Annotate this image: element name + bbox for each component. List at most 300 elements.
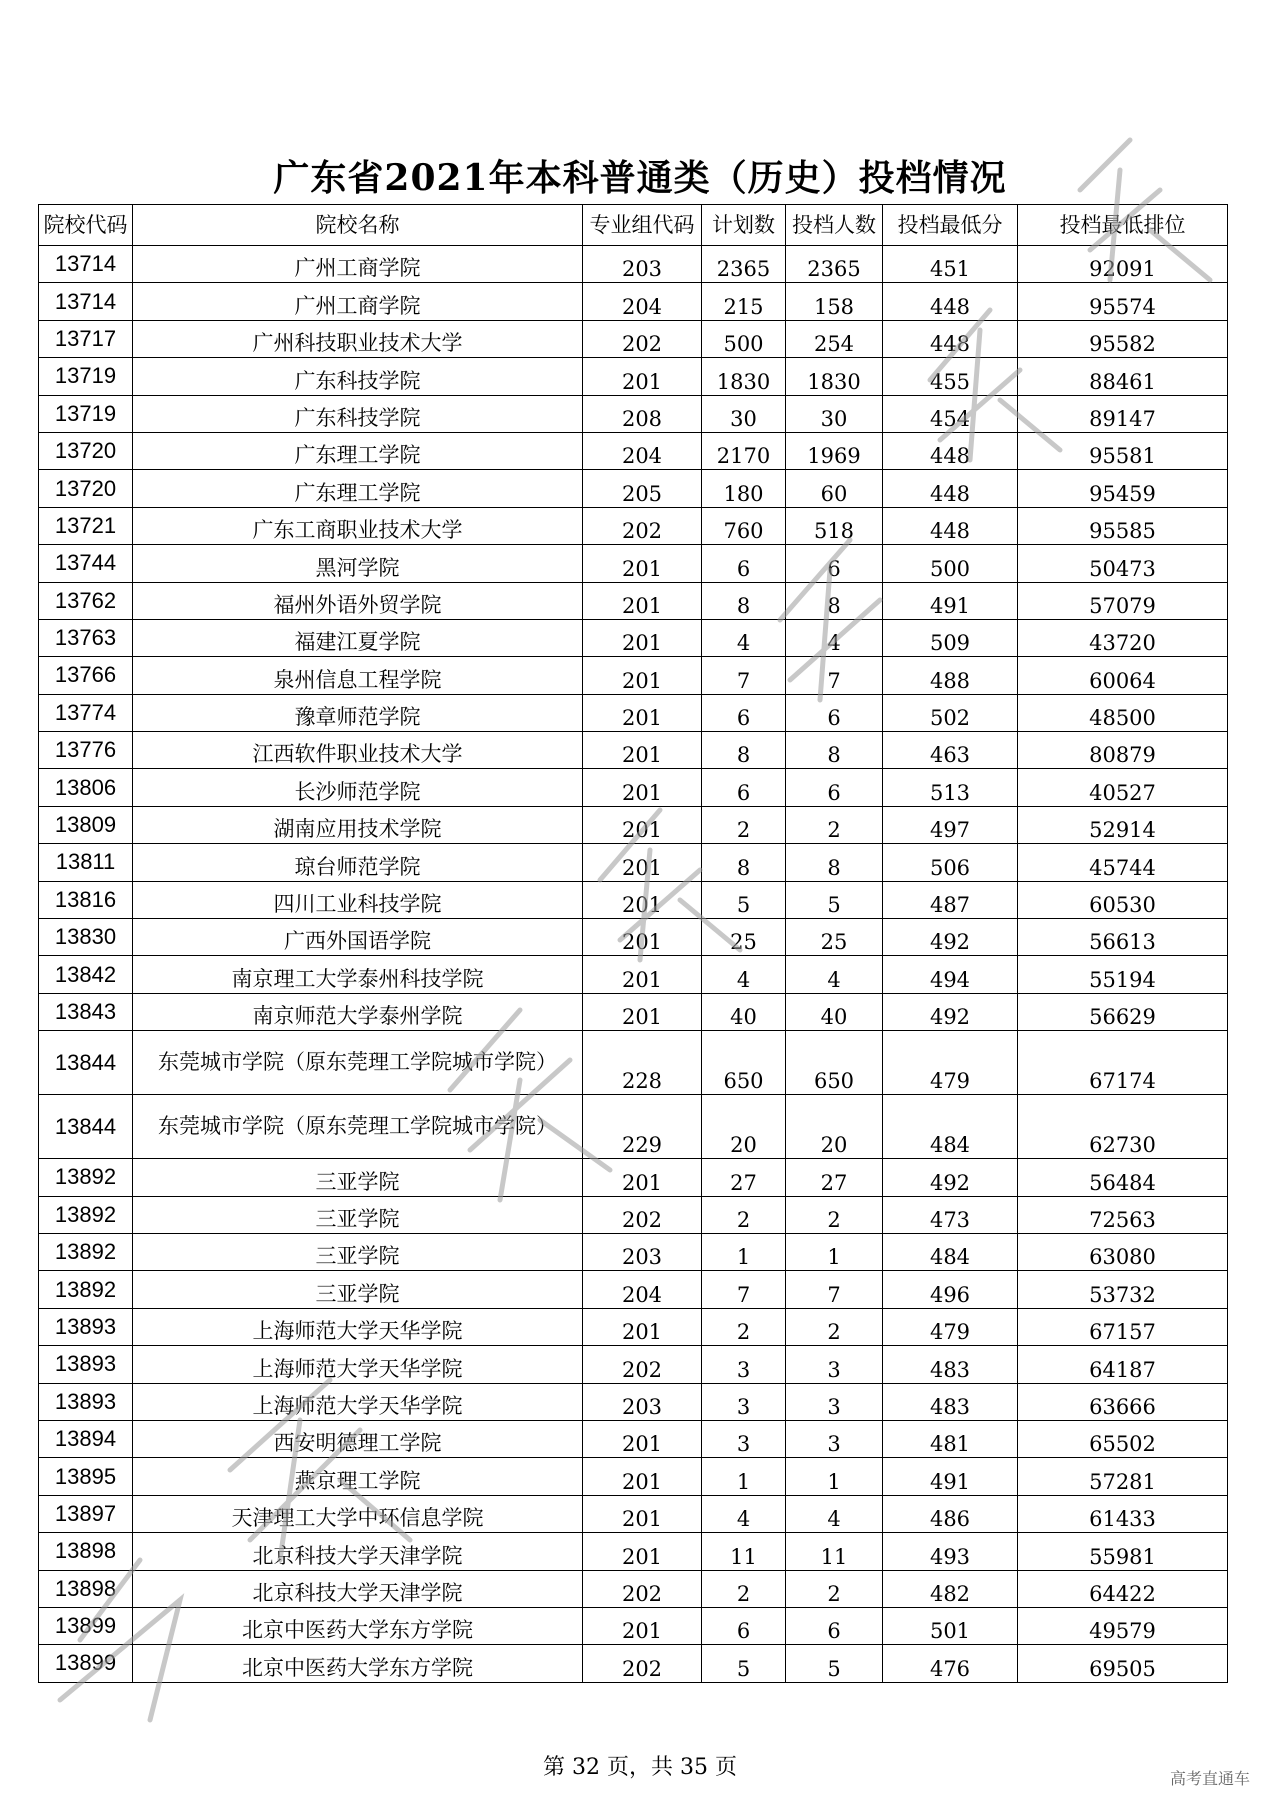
page-footer: 第 32 页，共 35 页 [543, 1755, 737, 1780]
cell-school-code: 13721 [39, 507, 133, 544]
cell-group-code: 201 [583, 806, 702, 843]
cell-min-rank: 88461 [1018, 358, 1228, 395]
table-row [39, 1308, 1228, 1345]
cell-school-name: 三亚学院 [133, 1159, 583, 1196]
table-row [39, 806, 1228, 843]
cell-admitted-count: 3 [786, 1383, 883, 1420]
cell-school-name: 广州工商学院 [133, 246, 583, 283]
cell-admitted-count: 6 [786, 1607, 883, 1644]
cell-group-code: 204 [583, 432, 702, 469]
cell-min-rank: 92091 [1018, 246, 1228, 283]
cell-school-code: 13720 [39, 432, 133, 469]
cell-min-score: 479 [883, 1308, 1018, 1345]
cell-plan-count: 6 [702, 694, 786, 731]
cell-plan-count: 1 [702, 1233, 786, 1270]
header-min-score: 投档最低分 [883, 205, 1018, 246]
cell-min-rank: 95582 [1018, 320, 1228, 357]
table-row [39, 358, 1228, 395]
cell-school-code: 13809 [39, 806, 133, 843]
cell-min-score: 492 [883, 993, 1018, 1030]
cell-school-name: 广东科技学院 [133, 358, 583, 395]
table-row [39, 1533, 1228, 1570]
cell-school-code: 13898 [39, 1533, 133, 1570]
cell-school-code: 13892 [39, 1233, 133, 1270]
cell-plan-count: 7 [702, 1271, 786, 1308]
cell-school-code: 13892 [39, 1196, 133, 1233]
cell-min-rank: 95459 [1018, 470, 1228, 507]
cell-plan-count: 4 [702, 1495, 786, 1532]
cell-admitted-count: 8 [786, 732, 883, 769]
cell-plan-count: 6 [702, 545, 786, 582]
cell-min-score: 509 [883, 619, 1018, 656]
cell-school-code: 13842 [39, 956, 133, 993]
header-school-name: 院校名称 [133, 205, 583, 246]
cell-school-code: 13893 [39, 1308, 133, 1345]
cell-plan-count: 2365 [702, 246, 786, 283]
table-row [39, 732, 1228, 769]
cell-group-code: 228 [583, 1031, 702, 1095]
table-row [39, 956, 1228, 993]
cell-admitted-count: 4 [786, 1495, 883, 1532]
cell-min-score: 463 [883, 732, 1018, 769]
table-row [39, 582, 1228, 619]
cell-school-code: 13720 [39, 470, 133, 507]
cell-admitted-count: 518 [786, 507, 883, 544]
cell-group-code: 201 [583, 619, 702, 656]
cell-min-rank: 63666 [1018, 1383, 1228, 1420]
cell-group-code: 204 [583, 283, 702, 320]
cell-min-rank: 43720 [1018, 619, 1228, 656]
cell-school-name: 黑河学院 [133, 545, 583, 582]
cell-school-name: 南京理工大学泰州科技学院 [133, 956, 583, 993]
table-row [39, 657, 1228, 694]
cell-school-code: 13895 [39, 1458, 133, 1495]
cell-school-code: 13717 [39, 320, 133, 357]
cell-admitted-count: 27 [786, 1159, 883, 1196]
cell-min-score: 497 [883, 806, 1018, 843]
cell-plan-count: 1 [702, 1458, 786, 1495]
cell-school-name: 东莞城市学院（原东莞理工学院城市学院） [133, 1095, 583, 1159]
cell-min-score: 492 [883, 919, 1018, 956]
cell-group-code: 201 [583, 1533, 702, 1570]
cell-min-score: 496 [883, 1271, 1018, 1308]
cell-plan-count: 5 [702, 881, 786, 918]
table-row [39, 694, 1228, 731]
cell-min-rank: 56613 [1018, 919, 1228, 956]
table-row [39, 246, 1228, 283]
cell-plan-count: 3 [702, 1383, 786, 1420]
cell-plan-count: 2170 [702, 432, 786, 469]
header-school-code: 院校代码 [39, 205, 133, 246]
cell-school-name: 北京科技大学天津学院 [133, 1533, 583, 1570]
cell-school-name: 上海师范大学天华学院 [133, 1308, 583, 1345]
cell-school-name: 豫章师范学院 [133, 694, 583, 731]
header-plan-count: 计划数 [702, 205, 786, 246]
header-row [39, 205, 1228, 246]
page-title: 广东省2021年本科普通类（历史）投档情况 [273, 157, 1007, 199]
cell-admitted-count: 4 [786, 619, 883, 656]
cell-school-name: 广东科技学院 [133, 395, 583, 432]
cell-plan-count: 8 [702, 844, 786, 881]
cell-plan-count: 760 [702, 507, 786, 544]
cell-school-code: 13844 [39, 1031, 133, 1095]
cell-min-rank: 67174 [1018, 1031, 1228, 1095]
cell-school-name: 西安明德理工学院 [133, 1420, 583, 1457]
table-row [39, 1095, 1228, 1159]
cell-plan-count: 20 [702, 1095, 786, 1159]
cell-school-name: 广西外国语学院 [133, 919, 583, 956]
cell-school-name: 长沙师范学院 [133, 769, 583, 806]
cell-plan-count: 40 [702, 993, 786, 1030]
cell-group-code: 202 [583, 1645, 702, 1682]
cell-admitted-count: 3 [786, 1346, 883, 1383]
cell-school-name: 上海师范大学天华学院 [133, 1383, 583, 1420]
cell-min-rank: 57281 [1018, 1458, 1228, 1495]
cell-school-name: 广州科技职业技术大学 [133, 320, 583, 357]
table-row [39, 320, 1228, 357]
cell-min-score: 473 [883, 1196, 1018, 1233]
cell-group-code: 201 [583, 881, 702, 918]
cell-plan-count: 1830 [702, 358, 786, 395]
table-row [39, 1196, 1228, 1233]
cell-min-score: 487 [883, 881, 1018, 918]
table-row [39, 395, 1228, 432]
cell-admitted-count: 2 [786, 1196, 883, 1233]
cell-school-code: 13894 [39, 1420, 133, 1457]
cell-min-score: 455 [883, 358, 1018, 395]
cell-school-name: 北京中医药大学东方学院 [133, 1645, 583, 1682]
cell-min-rank: 63080 [1018, 1233, 1228, 1270]
cell-min-score: 486 [883, 1495, 1018, 1532]
cell-min-score: 448 [883, 283, 1018, 320]
cell-min-rank: 40527 [1018, 769, 1228, 806]
cell-group-code: 201 [583, 769, 702, 806]
cell-group-code: 201 [583, 1420, 702, 1457]
cell-school-code: 13719 [39, 358, 133, 395]
cell-min-rank: 95574 [1018, 283, 1228, 320]
table-row [39, 1383, 1228, 1420]
cell-min-rank: 53732 [1018, 1271, 1228, 1308]
table-row [39, 1458, 1228, 1495]
cell-school-name: 广州工商学院 [133, 283, 583, 320]
cell-admitted-count: 1830 [786, 358, 883, 395]
cell-min-rank: 55981 [1018, 1533, 1228, 1570]
cell-admitted-count: 11 [786, 1533, 883, 1570]
cell-plan-count: 8 [702, 582, 786, 619]
cell-school-code: 13892 [39, 1159, 133, 1196]
cell-min-score: 506 [883, 844, 1018, 881]
table-row [39, 1607, 1228, 1644]
table-row [39, 507, 1228, 544]
cell-plan-count: 2 [702, 806, 786, 843]
cell-min-score: 501 [883, 1607, 1018, 1644]
table-row [39, 1570, 1228, 1607]
cell-group-code: 201 [583, 545, 702, 582]
cell-plan-count: 25 [702, 919, 786, 956]
cell-min-score: 448 [883, 320, 1018, 357]
cell-school-name: 北京科技大学天津学院 [133, 1570, 583, 1607]
cell-min-rank: 67157 [1018, 1308, 1228, 1345]
cell-school-code: 13893 [39, 1383, 133, 1420]
cell-min-score: 448 [883, 507, 1018, 544]
cell-school-code: 13843 [39, 993, 133, 1030]
header-min-rank: 投档最低排位 [1018, 205, 1228, 246]
cell-plan-count: 650 [702, 1031, 786, 1095]
cell-school-code: 13899 [39, 1645, 133, 1682]
table-row [39, 993, 1228, 1030]
cell-min-rank: 95585 [1018, 507, 1228, 544]
cell-school-name: 福州外语外贸学院 [133, 582, 583, 619]
cell-plan-count: 2 [702, 1570, 786, 1607]
cell-group-code: 202 [583, 1570, 702, 1607]
cell-school-code: 13714 [39, 246, 133, 283]
cell-school-code: 13892 [39, 1271, 133, 1308]
table-row [39, 844, 1228, 881]
cell-school-code: 13844 [39, 1095, 133, 1159]
cell-plan-count: 11 [702, 1533, 786, 1570]
cell-min-score: 448 [883, 470, 1018, 507]
cell-school-name: 琼台师范学院 [133, 844, 583, 881]
cell-admitted-count: 7 [786, 1271, 883, 1308]
cell-min-score: 488 [883, 657, 1018, 694]
cell-group-code: 208 [583, 395, 702, 432]
cell-min-score: 513 [883, 769, 1018, 806]
cell-admitted-count: 5 [786, 1645, 883, 1682]
cell-min-score: 502 [883, 694, 1018, 731]
table-row [39, 470, 1228, 507]
cell-min-score: 479 [883, 1031, 1018, 1095]
cell-school-code: 13774 [39, 694, 133, 731]
cell-admitted-count: 6 [786, 694, 883, 731]
cell-school-name: 福建江夏学院 [133, 619, 583, 656]
cell-school-name: 三亚学院 [133, 1196, 583, 1233]
table-row [39, 283, 1228, 320]
cell-plan-count: 2 [702, 1308, 786, 1345]
cell-school-code: 13811 [39, 844, 133, 881]
cell-admitted-count: 254 [786, 320, 883, 357]
cell-admitted-count: 2 [786, 1308, 883, 1345]
cell-min-rank: 48500 [1018, 694, 1228, 731]
cell-min-score: 483 [883, 1346, 1018, 1383]
cell-min-rank: 80879 [1018, 732, 1228, 769]
table-row [39, 881, 1228, 918]
cell-min-rank: 56484 [1018, 1159, 1228, 1196]
cell-group-code: 201 [583, 956, 702, 993]
cell-school-name: 东莞城市学院（原东莞理工学院城市学院） [133, 1031, 583, 1095]
cell-group-code: 201 [583, 993, 702, 1030]
cell-admitted-count: 7 [786, 657, 883, 694]
cell-school-code: 13719 [39, 395, 133, 432]
cell-group-code: 201 [583, 1458, 702, 1495]
cell-admitted-count: 20 [786, 1095, 883, 1159]
table-row [39, 619, 1228, 656]
cell-plan-count: 3 [702, 1346, 786, 1383]
cell-school-code: 13897 [39, 1495, 133, 1532]
cell-plan-count: 27 [702, 1159, 786, 1196]
cell-school-code: 13899 [39, 1607, 133, 1644]
cell-school-code: 13762 [39, 582, 133, 619]
cell-plan-count: 5 [702, 1645, 786, 1682]
cell-min-score: 500 [883, 545, 1018, 582]
cell-plan-count: 6 [702, 1607, 786, 1644]
cell-min-rank: 45744 [1018, 844, 1228, 881]
cell-min-score: 484 [883, 1233, 1018, 1270]
cell-school-code: 13830 [39, 919, 133, 956]
cell-min-rank: 64422 [1018, 1570, 1228, 1607]
cell-min-rank: 69505 [1018, 1645, 1228, 1682]
cell-min-score: 482 [883, 1570, 1018, 1607]
cell-admitted-count: 60 [786, 470, 883, 507]
cell-admitted-count: 8 [786, 844, 883, 881]
cell-school-name: 南京师范大学泰州学院 [133, 993, 583, 1030]
cell-group-code: 202 [583, 320, 702, 357]
cell-school-name: 江西软件职业技术大学 [133, 732, 583, 769]
cell-plan-count: 8 [702, 732, 786, 769]
cell-min-score: 492 [883, 1159, 1018, 1196]
brand-label: 高考直通车 [1169, 1769, 1250, 1788]
table-row [39, 432, 1228, 469]
cell-group-code: 201 [583, 844, 702, 881]
cell-plan-count: 6 [702, 769, 786, 806]
cell-admitted-count: 40 [786, 993, 883, 1030]
cell-admitted-count: 158 [786, 283, 883, 320]
cell-admitted-count: 2365 [786, 246, 883, 283]
cell-school-code: 13776 [39, 732, 133, 769]
header-group-code: 专业组代码 [583, 205, 702, 246]
cell-school-name: 天津理工大学中环信息学院 [133, 1495, 583, 1532]
cell-admitted-count: 3 [786, 1420, 883, 1457]
cell-min-rank: 50473 [1018, 545, 1228, 582]
admission-table [38, 204, 1228, 1683]
cell-school-name: 广东工商职业技术大学 [133, 507, 583, 544]
cell-min-rank: 57079 [1018, 582, 1228, 619]
cell-admitted-count: 6 [786, 545, 883, 582]
cell-plan-count: 215 [702, 283, 786, 320]
cell-min-rank: 89147 [1018, 395, 1228, 432]
table-row [39, 1645, 1228, 1682]
cell-school-code: 13816 [39, 881, 133, 918]
cell-group-code: 229 [583, 1095, 702, 1159]
cell-school-name: 广东理工学院 [133, 470, 583, 507]
cell-school-code: 13763 [39, 619, 133, 656]
cell-group-code: 201 [583, 1159, 702, 1196]
cell-min-score: 476 [883, 1645, 1018, 1682]
table-row [39, 1271, 1228, 1308]
table-row [39, 1031, 1228, 1095]
cell-group-code: 204 [583, 1271, 702, 1308]
cell-school-code: 13898 [39, 1570, 133, 1607]
cell-admitted-count: 1 [786, 1458, 883, 1495]
cell-min-rank: 62730 [1018, 1095, 1228, 1159]
cell-min-rank: 65502 [1018, 1420, 1228, 1457]
header-admitted-count: 投档人数 [786, 205, 883, 246]
cell-admitted-count: 8 [786, 582, 883, 619]
cell-min-rank: 72563 [1018, 1196, 1228, 1233]
cell-min-score: 484 [883, 1095, 1018, 1159]
cell-min-rank: 61433 [1018, 1495, 1228, 1532]
cell-plan-count: 500 [702, 320, 786, 357]
cell-plan-count: 4 [702, 956, 786, 993]
cell-school-name: 三亚学院 [133, 1233, 583, 1270]
cell-group-code: 202 [583, 507, 702, 544]
cell-min-score: 448 [883, 432, 1018, 469]
cell-admitted-count: 1969 [786, 432, 883, 469]
table-body [39, 246, 1228, 1683]
cell-school-code: 13714 [39, 283, 133, 320]
cell-group-code: 202 [583, 1196, 702, 1233]
cell-group-code: 201 [583, 1607, 702, 1644]
cell-min-rank: 64187 [1018, 1346, 1228, 1383]
cell-school-name: 三亚学院 [133, 1271, 583, 1308]
cell-min-score: 451 [883, 246, 1018, 283]
table-row [39, 545, 1228, 582]
cell-plan-count: 30 [702, 395, 786, 432]
cell-min-score: 483 [883, 1383, 1018, 1420]
cell-admitted-count: 2 [786, 806, 883, 843]
table-row [39, 1159, 1228, 1196]
cell-min-score: 491 [883, 1458, 1018, 1495]
cell-school-name: 上海师范大学天华学院 [133, 1346, 583, 1383]
cell-plan-count: 4 [702, 619, 786, 656]
cell-school-name: 湖南应用技术学院 [133, 806, 583, 843]
cell-school-name: 广东理工学院 [133, 432, 583, 469]
cell-admitted-count: 25 [786, 919, 883, 956]
cell-school-name: 北京中医药大学东方学院 [133, 1607, 583, 1644]
cell-group-code: 201 [583, 582, 702, 619]
cell-min-rank: 95581 [1018, 432, 1228, 469]
cell-group-code: 201 [583, 657, 702, 694]
cell-min-rank: 52914 [1018, 806, 1228, 843]
cell-school-name: 四川工业科技学院 [133, 881, 583, 918]
cell-min-score: 491 [883, 582, 1018, 619]
cell-group-code: 201 [583, 694, 702, 731]
cell-school-code: 13744 [39, 545, 133, 582]
table-row [39, 1346, 1228, 1383]
cell-admitted-count: 2 [786, 1570, 883, 1607]
cell-group-code: 205 [583, 470, 702, 507]
cell-school-code: 13766 [39, 657, 133, 694]
table-row [39, 1420, 1228, 1457]
cell-group-code: 201 [583, 358, 702, 395]
table-row [39, 769, 1228, 806]
cell-group-code: 203 [583, 1383, 702, 1420]
table-row [39, 1233, 1228, 1270]
cell-admitted-count: 30 [786, 395, 883, 432]
cell-group-code: 202 [583, 1346, 702, 1383]
table-row [39, 1495, 1228, 1532]
cell-min-score: 454 [883, 395, 1018, 432]
cell-group-code: 201 [583, 1308, 702, 1345]
cell-min-rank: 60064 [1018, 657, 1228, 694]
cell-min-score: 493 [883, 1533, 1018, 1570]
table-row [39, 919, 1228, 956]
cell-school-code: 13893 [39, 1346, 133, 1383]
cell-min-rank: 49579 [1018, 1607, 1228, 1644]
cell-admitted-count: 5 [786, 881, 883, 918]
cell-min-score: 481 [883, 1420, 1018, 1457]
cell-group-code: 201 [583, 919, 702, 956]
cell-plan-count: 7 [702, 657, 786, 694]
cell-admitted-count: 4 [786, 956, 883, 993]
cell-admitted-count: 6 [786, 769, 883, 806]
cell-group-code: 201 [583, 732, 702, 769]
cell-admitted-count: 1 [786, 1233, 883, 1270]
cell-admitted-count: 650 [786, 1031, 883, 1095]
cell-school-code: 13806 [39, 769, 133, 806]
cell-school-name: 泉州信息工程学院 [133, 657, 583, 694]
cell-group-code: 201 [583, 1495, 702, 1532]
cell-plan-count: 3 [702, 1420, 786, 1457]
